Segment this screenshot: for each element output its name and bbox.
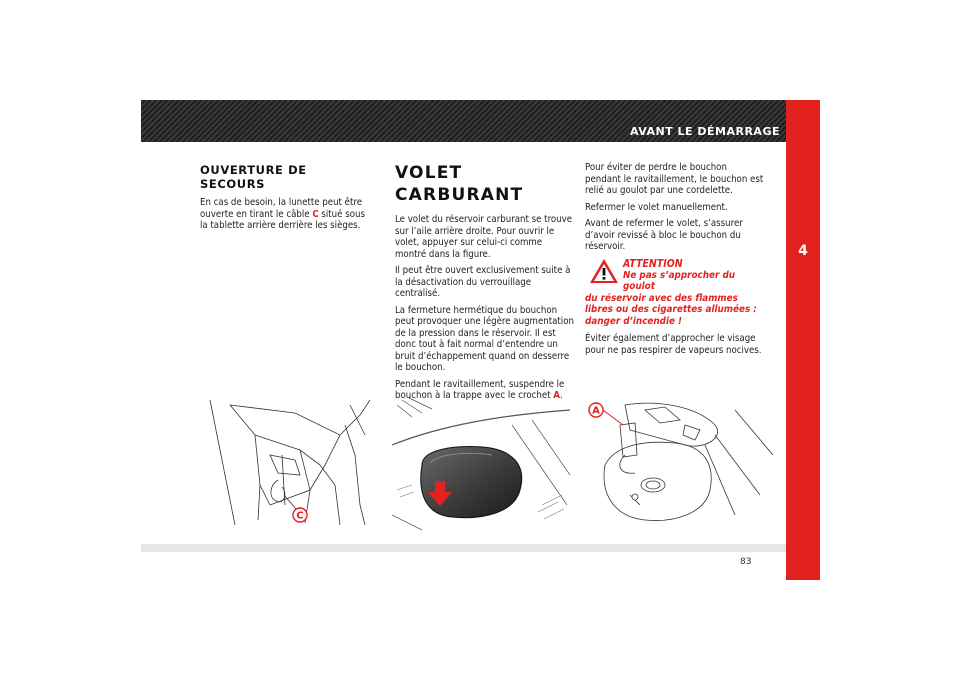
paragraph-4: Pendant le ravitaillement, suspendre le bouchon à la trappe avec le crochet A. [395, 378, 565, 401]
page-number: 83 [740, 557, 752, 567]
figure-emergency-cable [200, 395, 375, 530]
figure-fuel-cap [585, 395, 775, 530]
svg-text:A: A [592, 405, 600, 417]
header-band [141, 100, 786, 142]
paragraph-3: La fermeture hermétique du bouchon peut provoquer une légère augmentation de la pression dans le réservoir. Il est donc tout à fait normal d’entendre un bruit d’échappement quand on desserre le bouchon. [395, 304, 574, 373]
column-fuel-cap [585, 162, 765, 361]
paragraph-1: Pour éviter de perdre le bouchon pendant le ravitaillement, le bouchon est relié au goulot par une cordelette. [585, 162, 764, 196]
paragraph-emergency-opening: En cas de besoin, la lunette peut être ouverte en tirant le câble C situé sous la tablette arrière derrière les sièges. [200, 197, 365, 231]
chapter-number: 4 [798, 243, 808, 259]
column-emergency-opening [200, 163, 365, 237]
paragraph-3: Avant de refermer le volet, s’assurer d’avoir revissé à bloc le bouchon du réservoir. [585, 218, 743, 252]
heading-fuel-flap: VOLET CARBURANT [395, 163, 524, 205]
figure-fuel-flap [392, 395, 570, 530]
svg-text:C: C [296, 510, 304, 522]
attention-text: Ne pas s’approcher du goulot du réservoir avec des flammes libres ou des cigarettes allumées : danger d’incendie ! [585, 269, 757, 327]
paragraph-1: Le volet du réservoir carburant se trouve sur l’aile arrière droite. Pour ouvrir le volet, appuyer sur celui-ci comme montré dans la figure. [395, 214, 573, 260]
paragraph-2: Refermer le volet manuellement. [585, 201, 728, 213]
column-fuel-flap [395, 162, 575, 407]
chapter-tab[interactable] [786, 100, 820, 580]
ref-c: C [312, 208, 319, 220]
attention-box [585, 258, 765, 328]
ref-a: A [553, 390, 560, 401]
paragraph-2: Il peut être ouvert exclusivement suite à la désactivation du verrouillage centralisé. [395, 265, 571, 299]
paragraph-4: Éviter également d’approcher le visage pour ne pas respirer de vapeurs nocives. [585, 333, 762, 356]
warning-icon [589, 258, 619, 284]
footer-band [141, 544, 786, 552]
section-title: AVANT LE DÉMARRAGE [629, 125, 780, 138]
attention-title: ATTENTION [623, 257, 683, 270]
heading-emergency-opening: OUVERTURE DE SECOURS [200, 163, 307, 191]
